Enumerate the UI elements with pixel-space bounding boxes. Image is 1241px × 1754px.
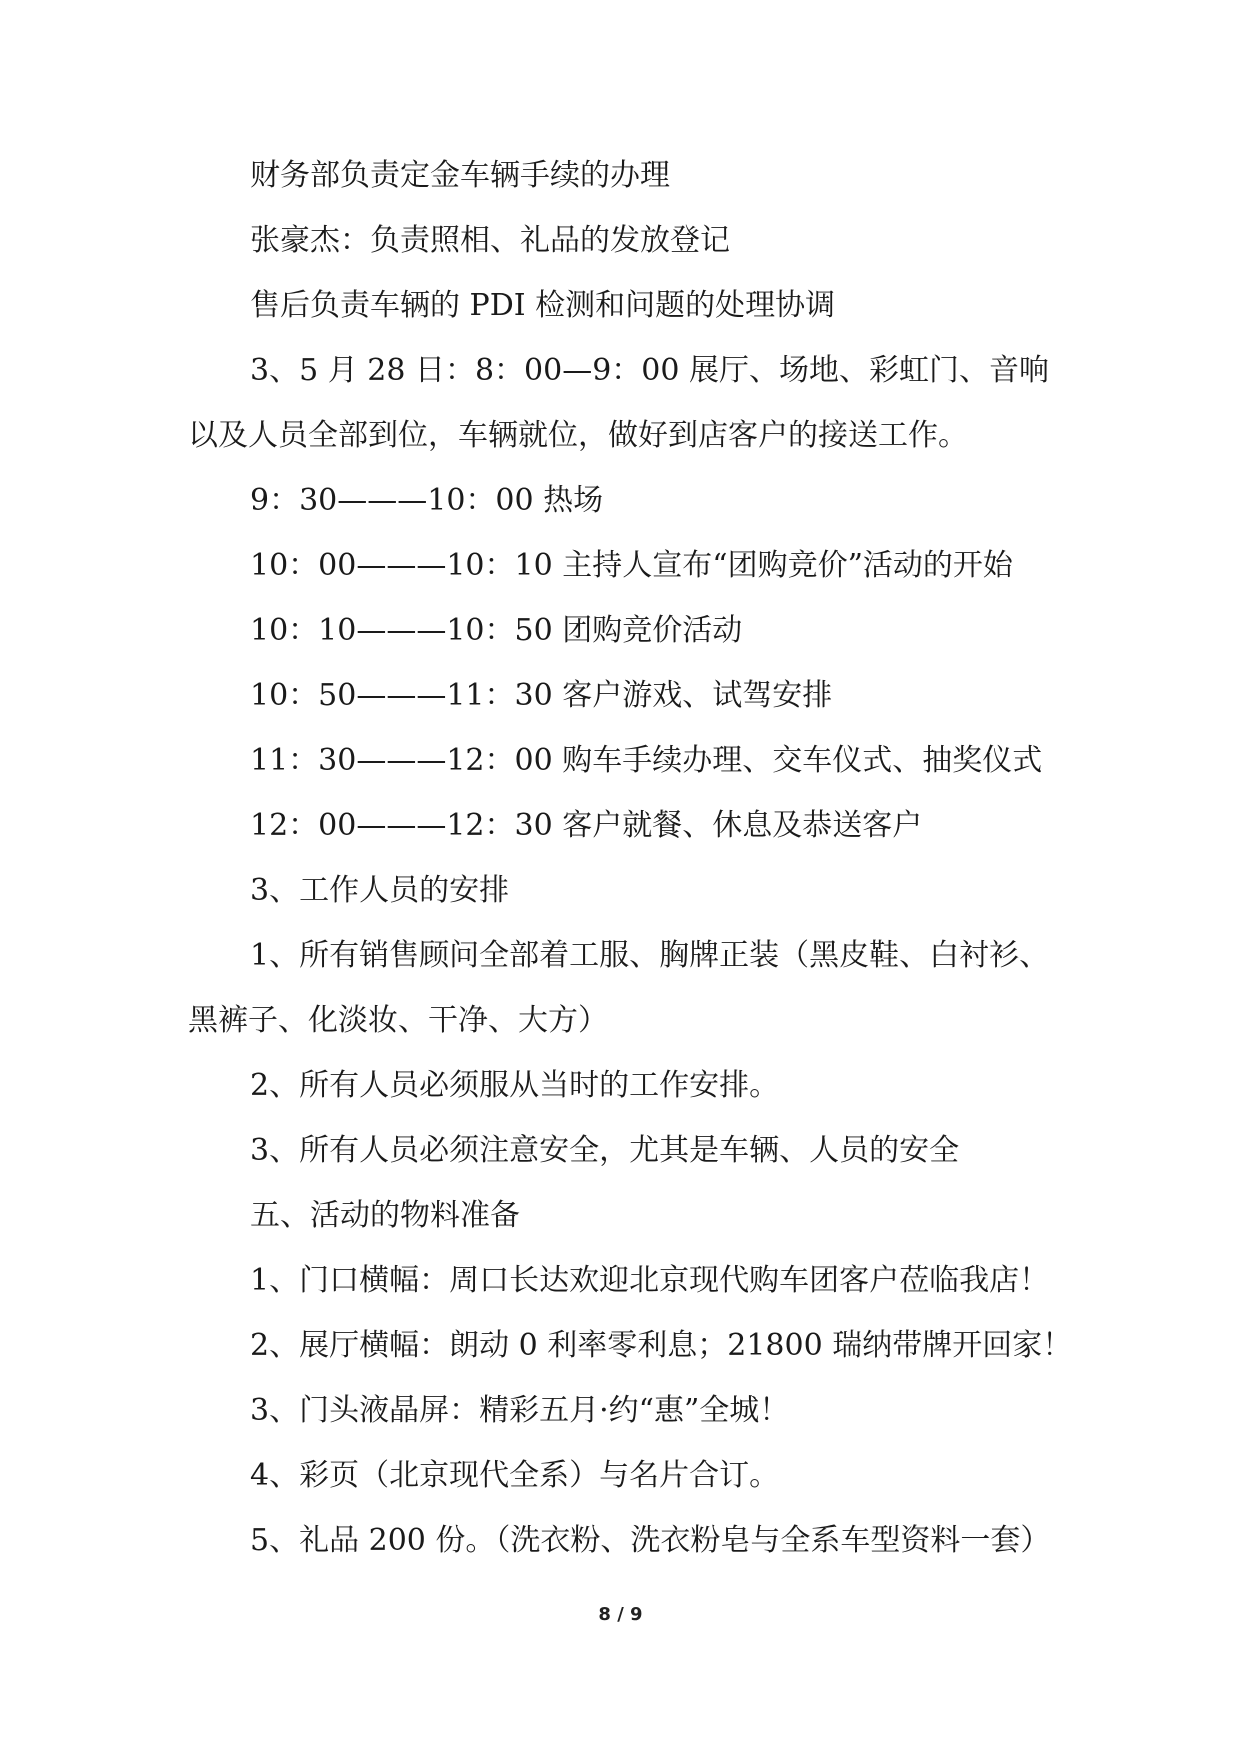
staff-rule: 3、所有人员必须注意安全，尤其是车辆、人员的安全 [250,1133,960,1168]
staff-rule: 2、所有人员必须服从当时的工作安排。 [250,1068,780,1103]
paragraph-photographer: 张豪杰：负责照相、礼品的发放登记 [250,223,730,258]
schedule-item: 12：00———12：30 客户就餐、休息及恭送客户 [250,808,923,843]
schedule-item: 10：50———11：30 客户游戏、试驾安排 [250,678,833,713]
page-number: 8 / 9 [598,1604,643,1625]
staff-rule: 1、所有销售顾问全部着工服、胸牌正装（黑皮鞋、白衬衫、黑裤子、化淡妆、干净、大方） [188,938,1050,1038]
schedule-item: 10：00———10：10 主持人宣布“团购竞价”活动的开始 [250,548,1013,583]
material-item: 4、彩页（北京现代全系）与名片合订。 [250,1458,780,1493]
material-item: 3、门头液晶屏：精彩五月·约“惠”全城！ [250,1393,790,1428]
material-item: 2、展厅横幅：朗动 0 利率零利息；21800 瑞纳带牌开回家！ [250,1328,1073,1363]
material-item: 5、礼品 200 份。（洗衣粉、洗衣粉皂与全系车型资料一套） [250,1523,1051,1558]
section-heading-staff: 3、工作人员的安排 [250,873,510,908]
paragraph-after-sales: 售后负责车辆的 PDI 检测和问题的处理协调 [250,288,836,323]
paragraph-finance: 财务部负责定金车辆手续的办理 [250,158,670,193]
schedule-item: 9：30———10：00 热场 [250,483,604,518]
material-item: 1、门口横幅：周口长达欢迎北京现代购车团客户莅临我店！ [250,1263,1050,1298]
schedule-item: 11：30———12：00 购车手续办理、交车仪式、抽奖仪式 [250,743,1043,778]
paragraph-schedule-intro: 3、5 月 28 日：8：00—9：00 展厅、场地、彩虹门、音响以及人员全部到位，车辆就位，做好到店客户的接送工作。 [188,353,1050,453]
schedule-item: 10：10———10：50 团购竞价活动 [250,613,743,648]
section-heading-materials: 五、活动的物料准备 [250,1198,520,1233]
